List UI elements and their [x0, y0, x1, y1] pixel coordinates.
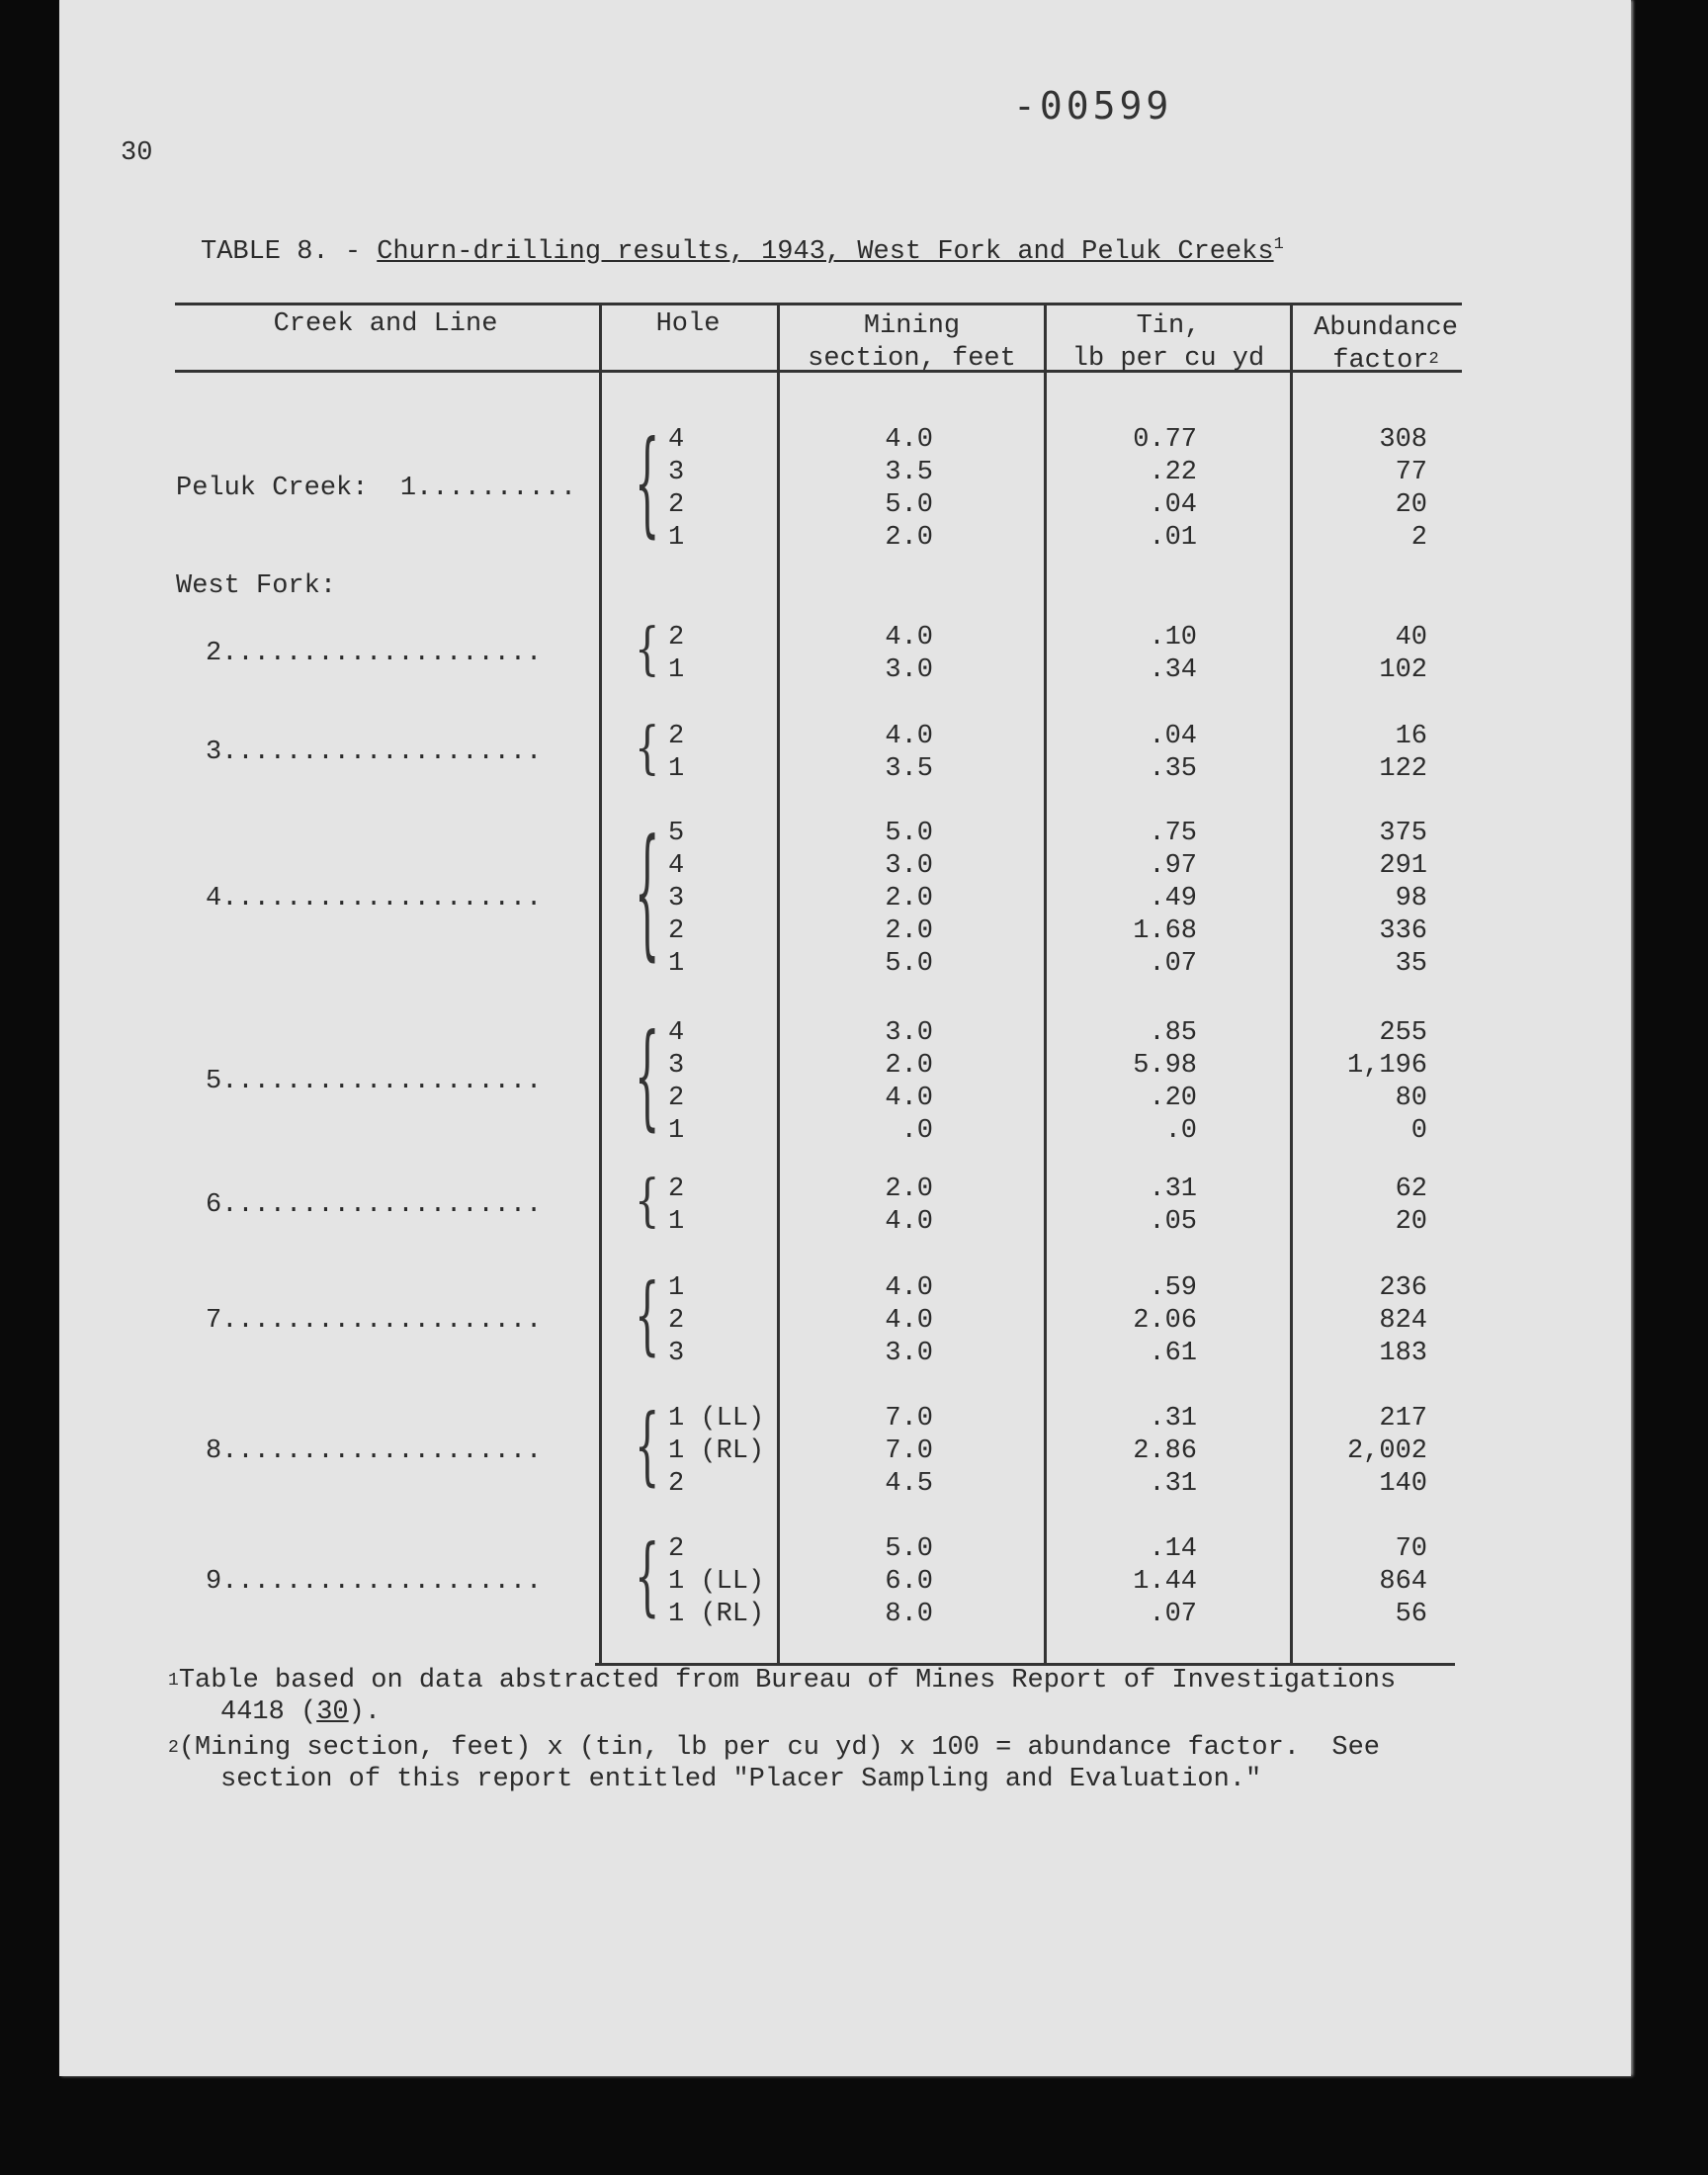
cell-abundance-factor: 140: [1379, 1469, 1427, 1499]
header-abundance-text: Abundance factor: [1314, 313, 1458, 376]
cell-abundance-factor: 824: [1379, 1306, 1427, 1336]
cell-hole: 2: [668, 1306, 685, 1336]
footnote-1-line1: Table based on data abstracted from Bureau of Mines Report of Investigations: [178, 1666, 1397, 1696]
cell-hole: 2: [668, 1469, 685, 1499]
cell-mining-section: 5.0: [885, 490, 933, 520]
cell-hole: 1 (RL): [668, 1600, 765, 1629]
cell-hole: 1: [668, 1116, 685, 1146]
group-brace-icon: {: [635, 813, 660, 976]
cell-hole: 1: [668, 655, 685, 685]
cell-abundance-factor: 217: [1379, 1404, 1427, 1434]
table-top-rule: [175, 303, 1462, 305]
group-brace-icon: {: [635, 1398, 660, 1496]
group-brace-icon: {: [635, 1528, 660, 1626]
west-fork-heading: West Fork:: [176, 571, 337, 601]
group-brace-icon: {: [635, 617, 660, 682]
cell-mining-section: 2.0: [885, 884, 933, 914]
cell-hole: 1: [668, 949, 685, 979]
cell-abundance-factor: 236: [1379, 1273, 1427, 1303]
table-title: [201, 237, 1284, 267]
cell-abundance-factor: 864: [1379, 1567, 1427, 1597]
cell-tin: .49: [1149, 884, 1197, 914]
cell-tin: .85: [1149, 1018, 1197, 1048]
column-divider-4: [1290, 303, 1293, 1665]
cell-abundance-factor: 291: [1379, 851, 1427, 881]
cell-hole: 1: [668, 754, 685, 784]
cell-tin: .20: [1149, 1084, 1197, 1113]
footnote-2-line1: (Mining section, feet) x (tin, lb per cu yd) x 100 = abundance factor. See: [178, 1733, 1381, 1763]
cell-abundance-factor: 122: [1379, 754, 1427, 784]
cell-mining-section: 5.0: [885, 819, 933, 848]
cell-tin: 0.77: [1133, 425, 1197, 455]
cell-mining-section: 7.0: [885, 1404, 933, 1434]
header-tin: Tin, lb per cu yd: [1071, 311, 1265, 374]
cell-abundance-factor: 20: [1395, 490, 1427, 520]
cell-tin: .04: [1149, 722, 1197, 751]
cell-mining-section: 4.0: [885, 425, 933, 455]
cell-abundance-factor: 0: [1410, 1116, 1427, 1146]
title-footnote-mark: 1: [1273, 235, 1284, 254]
cell-tin: .97: [1149, 851, 1197, 881]
footnote-1-reference: 30: [316, 1697, 349, 1727]
cell-tin: .04: [1149, 490, 1197, 520]
column-divider-1: [599, 303, 602, 1665]
page-number: 30: [121, 138, 153, 168]
header-mining-section: Mining section, feet: [808, 311, 1016, 374]
cell-tin: 5.98: [1133, 1051, 1197, 1081]
cell-hole: 1: [668, 1273, 685, 1303]
cell-mining-section: 4.0: [885, 623, 933, 652]
cell-mining-section: 2.0: [885, 1174, 933, 1204]
cell-hole: 2: [668, 1174, 685, 1204]
footnote-2: [168, 1732, 1380, 1764]
cell-tin: .75: [1149, 819, 1197, 848]
cell-tin: .31: [1149, 1174, 1197, 1204]
row-group-label: 3....................: [206, 738, 543, 767]
cell-mining-section: 3.0: [885, 1339, 933, 1368]
cell-tin: .61: [1149, 1339, 1197, 1368]
cell-hole: 4: [668, 851, 685, 881]
cell-mining-section: 3.0: [885, 655, 933, 685]
cell-tin: .31: [1149, 1469, 1197, 1499]
cell-hole: 3: [668, 1339, 685, 1368]
cell-tin: .05: [1149, 1207, 1197, 1237]
cell-tin: .01: [1149, 523, 1197, 553]
cell-mining-section: 4.0: [885, 1207, 933, 1237]
cell-hole: 1 (LL): [668, 1404, 765, 1434]
cell-hole: 2: [668, 623, 685, 652]
group-brace-icon: {: [635, 419, 660, 550]
cell-hole: 2: [668, 490, 685, 520]
footnote-1-line2-post: ).: [348, 1697, 382, 1727]
cell-tin: 1.44: [1133, 1567, 1197, 1597]
abundance-footnote-mark: 2: [1428, 350, 1439, 369]
cell-abundance-factor: 183: [1379, 1339, 1427, 1368]
cell-hole: 1 (RL): [668, 1436, 765, 1466]
cell-mining-section: 8.0: [885, 1600, 933, 1629]
cell-mining-section: 3.5: [885, 754, 933, 784]
cell-tin: .14: [1149, 1534, 1197, 1564]
table-title-prefix: TABLE 8. -: [201, 237, 378, 267]
cell-hole: 2: [668, 916, 685, 946]
cell-tin: 2.86: [1133, 1436, 1197, 1466]
cell-hole: 3: [668, 458, 685, 487]
cell-hole: 1 (LL): [668, 1567, 765, 1597]
cell-tin: .59: [1149, 1273, 1197, 1303]
cell-abundance-factor: 2,002: [1346, 1436, 1427, 1466]
cell-abundance-factor: 70: [1395, 1534, 1427, 1564]
row-group-label: 9....................: [206, 1566, 543, 1597]
cell-mining-section: 2.0: [885, 523, 933, 553]
row-group-label: Peluk Creek: 1..........: [176, 474, 577, 503]
cell-mining-section: 4.0: [885, 1084, 933, 1113]
cell-abundance-factor: 56: [1395, 1600, 1427, 1629]
group-brace-icon: {: [635, 1012, 660, 1143]
cell-tin: .31: [1149, 1404, 1197, 1434]
cell-abundance-factor: 16: [1395, 722, 1427, 751]
cell-mining-section: 2.0: [885, 1051, 933, 1081]
cell-mining-section: 7.0: [885, 1436, 933, 1466]
column-divider-3: [1044, 303, 1047, 1665]
cell-hole: 4: [668, 425, 685, 455]
footnote-1-mark: 1: [168, 1671, 179, 1691]
cell-hole: 2: [668, 1534, 685, 1564]
cell-tin: .07: [1149, 1600, 1197, 1629]
cell-mining-section: 3.5: [885, 458, 933, 487]
footnote-1: [168, 1665, 1396, 1696]
cell-mining-section: 6.0: [885, 1567, 933, 1597]
cell-abundance-factor: 102: [1379, 655, 1427, 685]
cell-tin: 2.06: [1133, 1306, 1197, 1336]
cell-abundance-factor: 77: [1395, 458, 1427, 487]
footnote-2-line2: section of this report entitled "Placer Sampling and Evaluation.": [220, 1765, 1262, 1794]
cell-tin: .07: [1149, 949, 1197, 979]
cell-mining-section: 3.0: [885, 851, 933, 881]
cell-hole: 1: [668, 523, 685, 553]
cell-hole: 4: [668, 1018, 685, 1048]
cell-abundance-factor: 2: [1410, 523, 1427, 553]
header-hole: Hole: [655, 309, 721, 339]
header-abundance-factor: [1297, 312, 1475, 378]
document-stamp-number: -00599: [1013, 84, 1173, 128]
cell-mining-section: 5.0: [885, 949, 933, 979]
cell-abundance-factor: 98: [1395, 884, 1427, 914]
cell-tin: 1.68: [1133, 916, 1197, 946]
row-group-label: 2....................: [206, 639, 543, 668]
row-group-label: 4....................: [206, 883, 543, 914]
cell-abundance-factor: 80: [1395, 1084, 1427, 1113]
cell-abundance-factor: 1,196: [1346, 1051, 1427, 1081]
cell-hole: 5: [668, 819, 685, 848]
cell-hole: 2: [668, 1084, 685, 1113]
cell-mining-section: 4.0: [885, 722, 933, 751]
footnote-1-continuation: [220, 1696, 381, 1728]
cell-abundance-factor: 375: [1379, 819, 1427, 848]
cell-mining-section: 2.0: [885, 916, 933, 946]
cell-abundance-factor: 62: [1395, 1174, 1427, 1204]
cell-mining-section: 4.0: [885, 1273, 933, 1303]
footnote-2-mark: 2: [168, 1738, 179, 1758]
cell-hole: 3: [668, 1051, 685, 1081]
cell-tin: .34: [1149, 655, 1197, 685]
cell-abundance-factor: 255: [1379, 1018, 1427, 1048]
cell-abundance-factor: 35: [1395, 949, 1427, 979]
header-creek-line: Creek and Line: [273, 309, 498, 339]
cell-hole: 3: [668, 884, 685, 914]
footnote-1-line2-pre: 4418 (: [220, 1697, 317, 1727]
row-group-label: 8....................: [206, 1436, 543, 1466]
cell-mining-section: 4.5: [885, 1469, 933, 1499]
table-title-text: Churn-drilling results, 1943, West Fork and Peluk Creeks: [377, 237, 1274, 267]
cell-abundance-factor: 308: [1379, 425, 1427, 455]
cell-mining-section: 4.0: [885, 1306, 933, 1336]
cell-abundance-factor: 336: [1379, 916, 1427, 946]
group-brace-icon: {: [635, 1169, 660, 1234]
group-brace-icon: {: [635, 1267, 660, 1365]
cell-tin: .10: [1149, 623, 1197, 652]
cell-mining-section: 3.0: [885, 1018, 933, 1048]
cell-mining-section: 5.0: [885, 1534, 933, 1564]
cell-tin: .0: [1164, 1116, 1197, 1146]
column-divider-2: [777, 303, 780, 1665]
row-group-label: 7....................: [206, 1305, 543, 1336]
cell-hole: 1: [668, 1207, 685, 1237]
cell-abundance-factor: 20: [1395, 1207, 1427, 1237]
cell-mining-section: .0: [900, 1116, 933, 1146]
cell-tin: .22: [1149, 458, 1197, 487]
cell-abundance-factor: 40: [1395, 623, 1427, 652]
cell-hole: 2: [668, 722, 685, 751]
group-brace-icon: {: [635, 716, 660, 781]
row-group-label: 6....................: [206, 1190, 543, 1220]
row-group-label: 5....................: [206, 1067, 543, 1096]
cell-tin: .35: [1149, 754, 1197, 784]
